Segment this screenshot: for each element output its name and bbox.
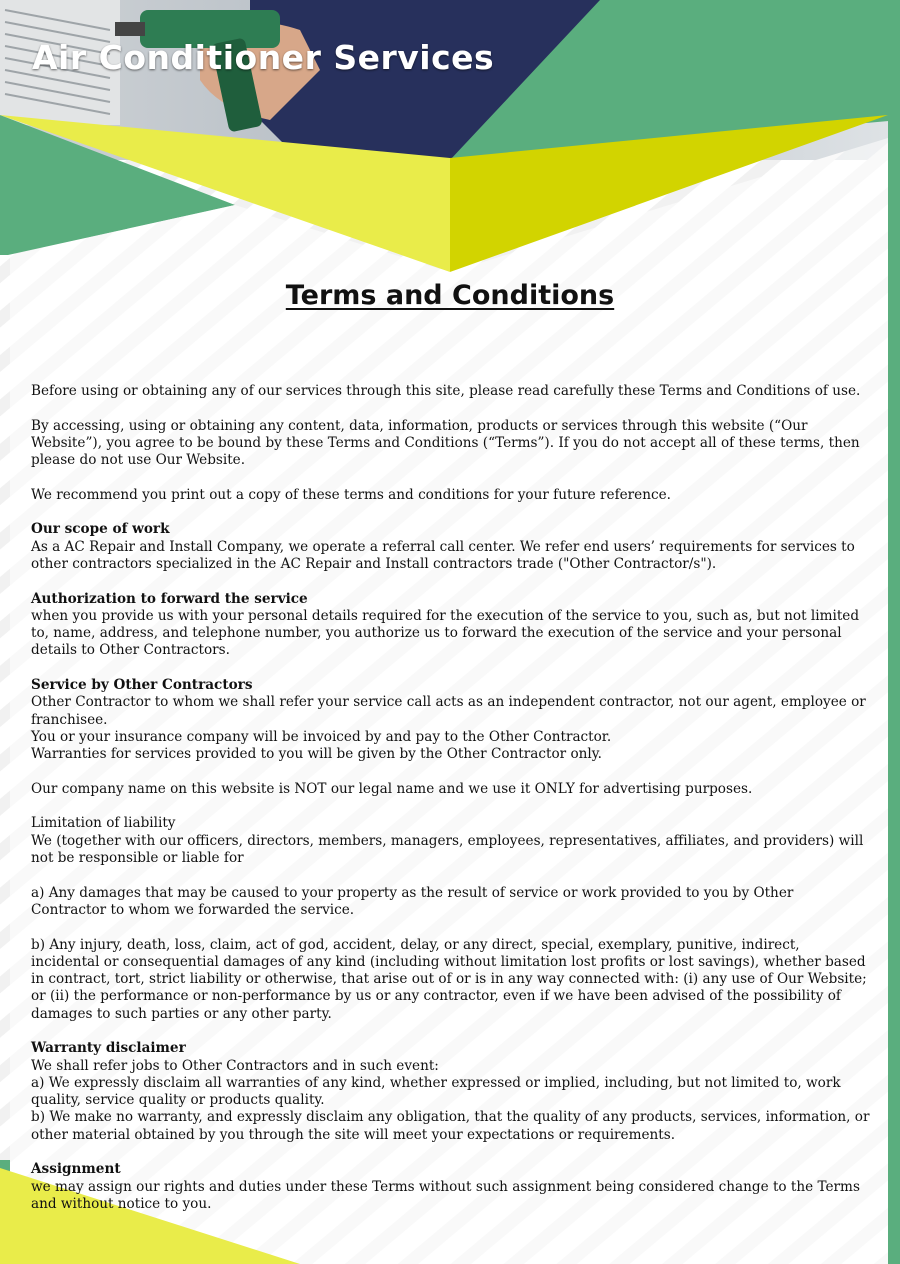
site-title: Air Conditioner Services xyxy=(32,38,495,77)
section-line-other-contractors: You or your insurance company will be invoiced by and pay to the Other Contractor. xyxy=(31,728,612,745)
intro-paragraph-1: Before using or obtaining any of our services through this site, please read carefully these Terms and Conditions of use. xyxy=(31,383,861,399)
section-liability xyxy=(31,815,871,867)
intro-paragraph-2: By accessing, using or obtaining any content, data, information, products or services through this website (“Our Website”), you agree to be bound by these Terms and Conditions (“Terms”). If you do not accept all of these terms, then please do not use Our Website. xyxy=(31,417,860,469)
section-heading-warranty: Warranty disclaimer xyxy=(31,1040,186,1057)
section-assignment xyxy=(31,1161,871,1213)
company-name-note: Our company name on this website is NOT our legal name and we use it ONLY for advertising purposes. xyxy=(31,780,753,797)
section-line-other-contractors: Other Contractor to whom we shall refer your service call acts as an independent contractor, not our agent, employee or franchisee. xyxy=(31,694,866,728)
section-line-warranty: a) We expressly disclaim all warranties of any kind, whether expressed or implied, including, but not limited to, work quality, service quality or products quality. xyxy=(31,1074,841,1109)
liability-item-b: b) Any injury, death, loss, claim, act of god, accident, delay, or any direct, special, exemplary, punitive, indirect, incidental or consequential damages of any kind (including without limitation lost profits or lost savings), whether based in contract, tort, strict liability or otherwise, that arise out of or is in any way connected with: (i) any use of Our Website; or (ii) the performance or non-performance by us or any contractor, even if we have been advised of the possibility of damages to such parties or any other party. xyxy=(31,936,867,1022)
section-heading-liability: Limitation of liability xyxy=(31,815,176,832)
section-heading-assignment: Assignment xyxy=(31,1161,121,1178)
section-text-liability: We (together with our officers, directors, members, managers, employees, representatives, affiliates, and providers) will not be responsible or liable for xyxy=(31,832,864,867)
section-heading-authorization: Authorization to forward the service xyxy=(31,590,308,607)
liability-item-a: a) Any damages that may be caused to your property as the result of service or work provided to you by Other Contractor to whom we forwarded the service. xyxy=(31,884,794,918)
section-line-other-contractors: Warranties for services provided to you will be given by the Other Contractor only. xyxy=(31,746,602,763)
intro-paragraph-3: We recommend you print out a copy of these terms and conditions for your future reference. xyxy=(31,486,671,503)
section-text-authorization: when you provide us with your personal details required for the execution of the service to you, such as, but not limited to, name, address, and telephone number, you authorize us to forward the execution of the service and your personal details to Other Contractors. xyxy=(31,607,860,659)
section-line-warranty: We shall refer jobs to Other Contractors and in such event: xyxy=(31,1057,439,1074)
section-text-assignment: we may assign our rights and duties under these Terms without such assignment being considered change to the Terms and without notice to you. xyxy=(31,1178,860,1212)
terms-content xyxy=(31,383,871,1231)
section-heading-other-contractors: Service by Other Contractors xyxy=(31,677,253,694)
section-heading-scope: Our scope of work xyxy=(31,521,170,538)
section-scope xyxy=(31,521,871,573)
document-title: Terms and Conditions xyxy=(285,280,615,311)
section-warranty xyxy=(31,1040,871,1144)
section-other-contractors xyxy=(31,677,871,763)
section-text-scope: As a AC Repair and Install Company, we operate a referral call center. We refer end users’ requirements for services to other contractors specialized in the AC Repair and Install contractors trade ("Other Contractor/s"). xyxy=(31,538,855,572)
section-authorization xyxy=(31,591,871,660)
section-line-warranty: b) We make no warranty, and expressly disclaim any obligation, that the quality of any products, services, information, or other material obtained by you through the site will meet your expectations or requirements. xyxy=(31,1109,870,1143)
